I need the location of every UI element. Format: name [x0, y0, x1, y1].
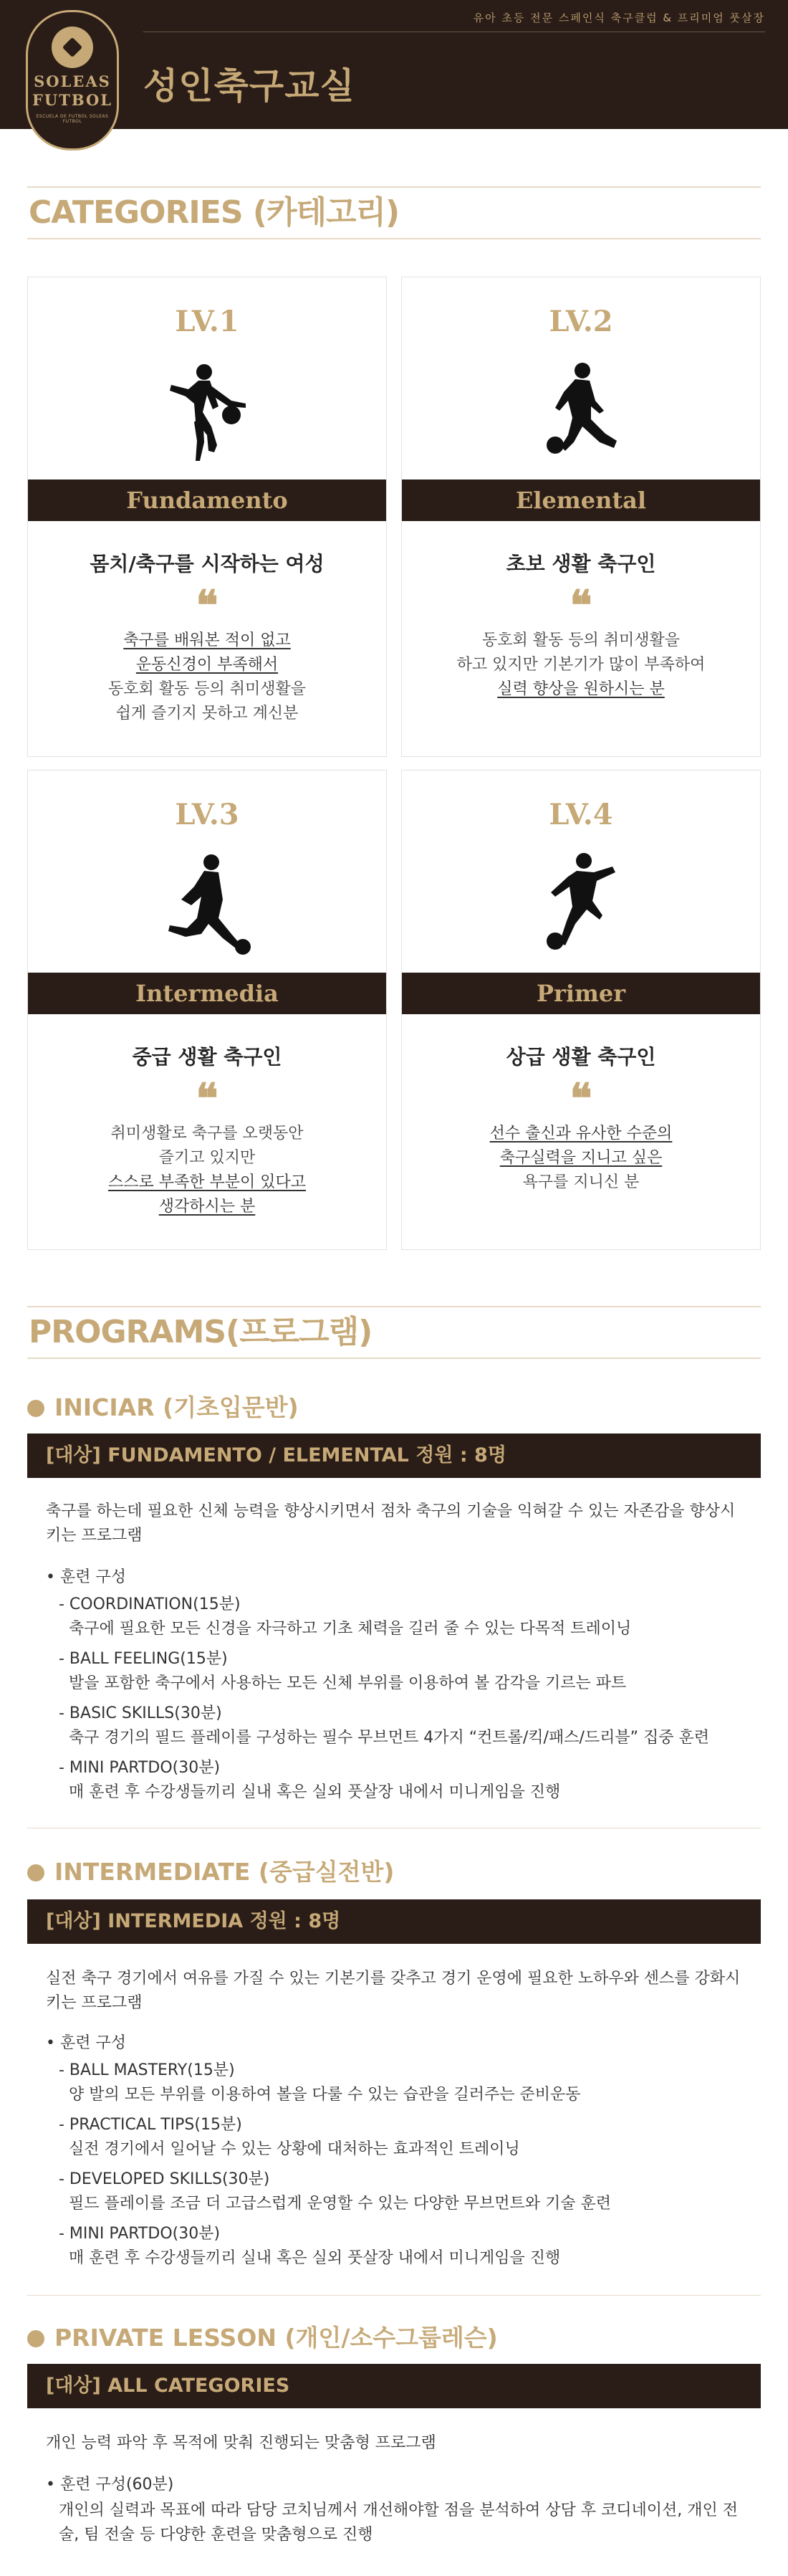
category-card-lv3: [27, 770, 387, 1250]
player-dribble-icon: [402, 356, 760, 467]
program-target-bar: [대상] ALL CATEGORIES: [27, 2364, 761, 2408]
card-description: 축구를 배워본 적이 없고 운동신경이 부족해서 동호회 활동 등의 취미생활을 쉽게 즐기지 못하고 계신분: [107, 631, 306, 722]
categories-section-title: CATEGORIES (카테고리): [27, 186, 761, 239]
player-kick-icon: [28, 356, 386, 467]
program-intro: 개인 능력 파악 후 목적에 맞춰 진행되는 맞춤형 프로그램: [46, 2434, 436, 2452]
card-category-name: Elemental: [402, 480, 760, 521]
club-logo[interactable]: [26, 10, 119, 151]
card-description: 취미생활로 축구를 오랫동안 즐기고 있지만 스스로 부족한 부분이 있다고 생각하시는 분: [107, 1125, 306, 1216]
card-headline: 초보 생활 축구인: [506, 552, 656, 576]
program-title-intermediate: INTERMEDIATE (중급실전반): [27, 1856, 395, 1888]
program-entry: - BALL MASTERY(15분) 양 발의 모든 부위를 이용하여 볼을 다룰 수 있는 습관을 길러주는 준비운동: [59, 2061, 581, 2104]
card-category-name: Primer: [402, 973, 760, 1014]
player-shoot-icon: [28, 849, 386, 960]
card-level: LV.3: [175, 798, 239, 831]
program-title-private-lesson: PRIVATE LESSON (개인/소수그룹레슨): [27, 2322, 498, 2354]
bullet-dot-icon: [27, 1400, 44, 1417]
card-description: 선수 출신과 유사한 수준의 축구실력을 지니고 싶은 욕구를 지니신 분: [489, 1125, 673, 1191]
bullet-dot-icon: [27, 1864, 44, 1881]
program-entry: - COORDINATION(15분) 축구에 필요한 모든 신경을 자극하고 기초 체력을 길러 줄 수 있는 다목적 트레이닝: [59, 1595, 632, 1638]
card-level: LV.4: [549, 798, 613, 831]
program-detail: 개인의 실력과 목표에 따라 담당 코치님께서 개선해야할 점을 분석하여 상담 후 코디네이션, 개인 전술, 팀 전술 등 다양한 훈련을 맞춤형으로 진행: [59, 2501, 738, 2544]
program-title-iniciar: INICIAR (기초입문반): [27, 1392, 299, 1423]
card-category-name: Fundamento: [28, 480, 386, 521]
program-target-bar: [대상] INTERMEDIA 정원 : 8명: [27, 1899, 761, 1944]
program-target-bar: [대상] FUNDAMENTO / ELEMENTAL 정원 : 8명: [27, 1434, 761, 1478]
quote-icon: ❝: [196, 1074, 218, 1123]
program-entry: - BASIC SKILLS(30분) 축구 경기의 필드 플레이를 구성하는 필수 무브먼트 4가지 “컨트롤/킥/패스/드리블” 집중 훈련: [59, 1704, 710, 1747]
program-entry: - DEVELOPED SKILLS(30분) 필드 플레이를 조금 더 고급스럽게 운영할 수 있는 다양한 무브먼트와 기술 훈련: [59, 2170, 611, 2213]
page-title: 성인축구교실: [143, 65, 355, 107]
program-intro: 축구를 하는데 필요한 신체 능력을 향상시키면서 점차 축구의 기술을 익혀갈 수 있는 자존감을 향상시키는 프로그램: [46, 1502, 736, 1545]
bullet-dot-icon: [27, 2330, 44, 2347]
program-entry: - MINI PARTDO(30분) 매 훈련 후 수강생들끼리 실내 혹은 실외 풋살장 내에서 미니게임을 진행: [59, 2225, 561, 2267]
section-divider: [27, 2295, 761, 2296]
program-list-heading: • 훈련 구성(60분): [46, 2476, 174, 2494]
program-entry: - PRACTICAL TIPS(15분) 실전 경기에서 일어날 수 있는 상황에 대처하는 효과적인 트레이닝: [59, 2116, 520, 2158]
card-level: LV.1: [175, 305, 239, 338]
header-tagline: 유아 초등 전문 스페인식 축구클럽 & 프리미엄 풋살장: [473, 11, 765, 24]
card-description: 동호회 활동 등의 취미생활을 하고 있지만 기본기가 많이 부족하여 실력 향상을 원하시는 분: [456, 631, 706, 698]
category-card-lv1: [27, 277, 387, 757]
program-entry: - BALL FEELING(15분) 발을 포함한 축구에서 사용하는 모든 신체 부위를 이용하여 볼 감각을 기르는 파트: [59, 1650, 627, 1692]
program-entry: - MINI PARTDO(30분) 매 훈련 후 수강생들끼리 실내 혹은 실외 풋살장 내에서 미니게임을 진행: [59, 1759, 561, 1801]
program-list-heading: • 훈련 구성: [46, 1568, 126, 1586]
program-intro: 실전 축구 경기에서 여유를 가질 수 있는 기본기를 갖추고 경기 운영에 필요한 노하우와 센스를 강화시키는 프로그램: [46, 1970, 741, 2012]
soccer-ball-icon: [52, 27, 93, 68]
program-list-heading: • 훈련 구성: [46, 2034, 126, 2052]
logo-text-top: SOLEAS: [34, 72, 111, 90]
card-headline: 몸치/축구를 시작하는 여성: [90, 552, 325, 576]
quote-icon: ❝: [196, 581, 218, 630]
card-level: LV.2: [549, 305, 613, 338]
category-card-lv2: [401, 277, 761, 757]
programs-section-title: PROGRAMS(프로그램): [27, 1306, 761, 1359]
logo-small-text: ESCUELA DE FUTBOL SOLEAS FUTBOL: [36, 114, 109, 124]
quote-icon: ❝: [570, 581, 592, 630]
card-category-name: Intermedia: [28, 973, 386, 1014]
card-headline: 상급 생활 축구인: [506, 1045, 656, 1069]
category-card-lv4: [401, 770, 761, 1250]
card-headline: 중급 생활 축구인: [132, 1045, 282, 1069]
logo-text-bottom: FUTBOL: [32, 91, 113, 109]
page-header: [0, 0, 788, 129]
quote-icon: ❝: [570, 1074, 592, 1123]
player-running-icon: [402, 849, 760, 960]
